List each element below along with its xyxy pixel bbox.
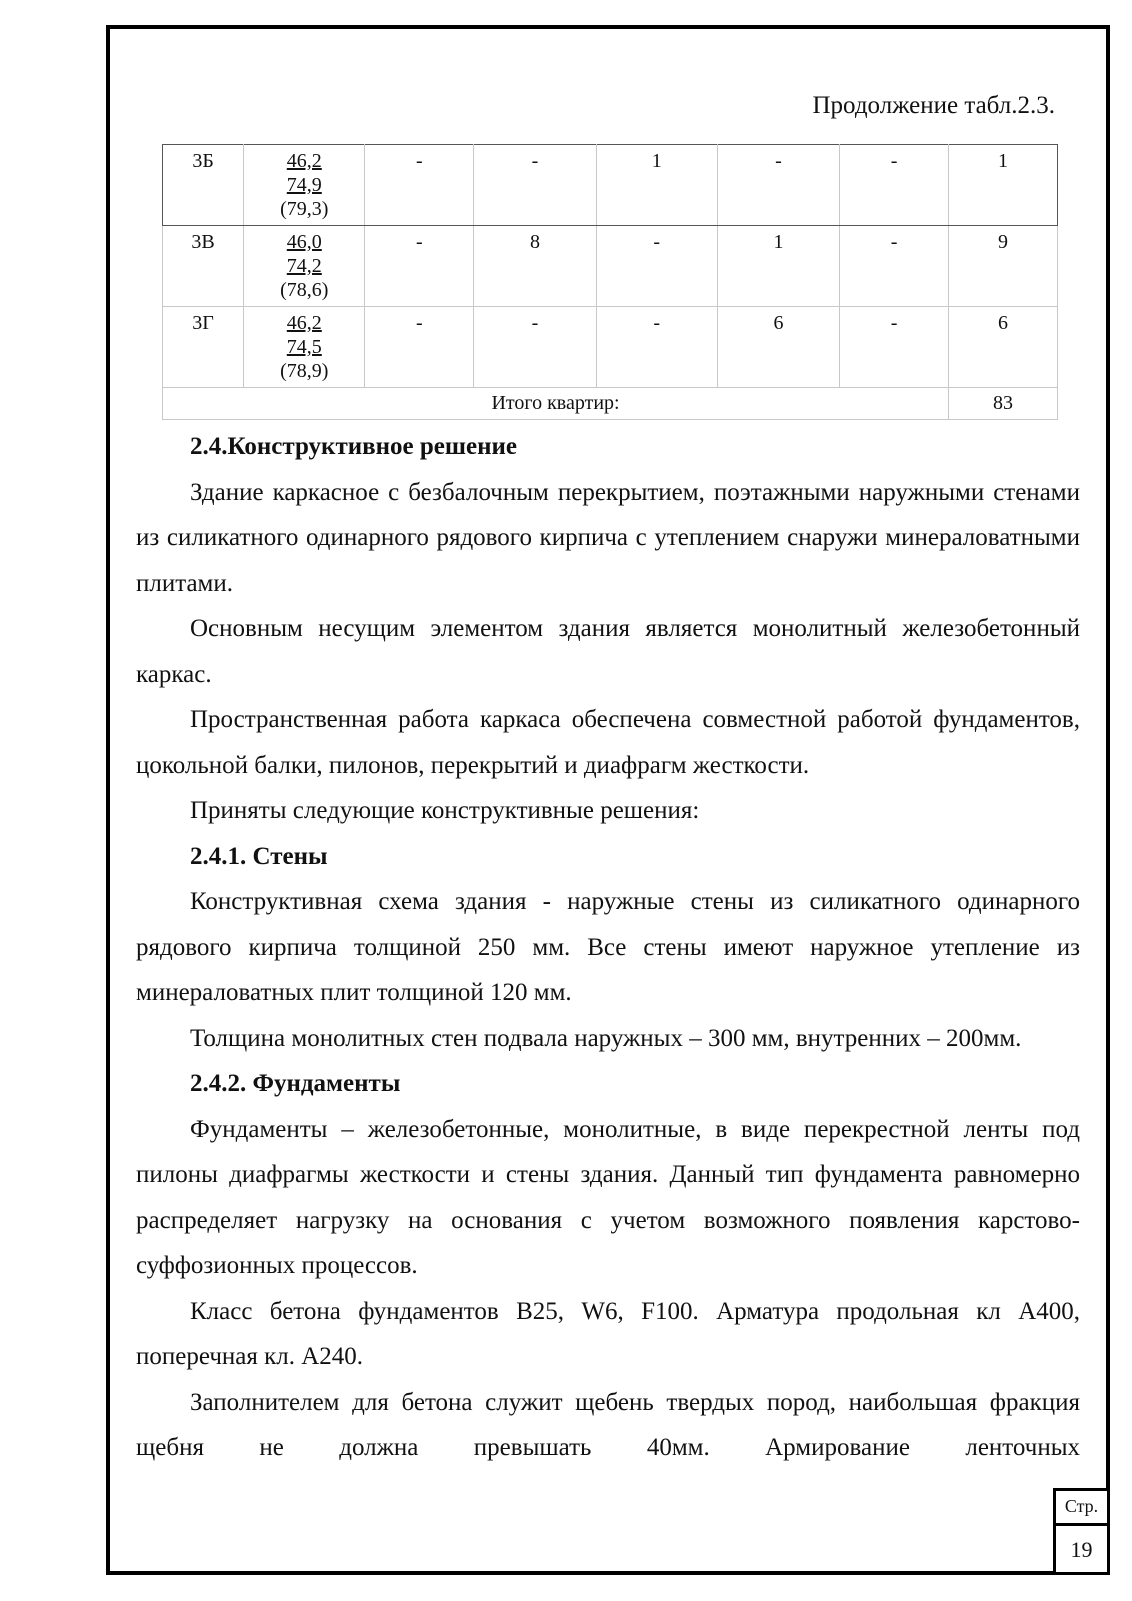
cell-count: 8 [474, 226, 596, 307]
cell-count: - [365, 307, 474, 388]
table-row [163, 145, 1058, 226]
page-number-stamp [1053, 1488, 1110, 1575]
paragraph: Толщина монолитных стен подвала наружных – 300 мм, внутренних – 200мм. [190, 1024, 1022, 1052]
cell-count: - [474, 145, 596, 226]
cell-type: 3В [163, 226, 244, 307]
cell-area: 46,2 74,9 (79,3) [244, 145, 365, 226]
cell-count: - [365, 145, 474, 226]
paragraph: Основным несущим элементом здания является монолитный железобетонный каркас. [136, 615, 1080, 688]
apartments-table [162, 144, 1058, 420]
document-body [136, 424, 1080, 1471]
table-total-row [163, 388, 1058, 420]
cell-count: - [840, 226, 949, 307]
subsection-heading-walls: 2.4.1. Стены [190, 842, 328, 870]
table-row [163, 307, 1058, 388]
cell-count: - [717, 145, 839, 226]
cell-count: - [840, 145, 949, 226]
paragraph: Конструктивная схема здания - наружные стены из силикатного одинарного рядового кирпича толщиной 250 мм. Все стены имеют наружное утепление из минераловатных плит толщиной 120 мм. [136, 888, 1080, 1006]
section-heading: 2.4.Конструктивное решение [190, 433, 517, 460]
table-row [163, 226, 1058, 307]
paragraph: Пространственная работа каркаса обеспечена совместной работой фундаментов, цокольной балки, пилонов, перекрытий и диафрагм жесткости. [136, 706, 1080, 779]
paragraph: Заполнителем для бетона служит щебень твердых пород, наибольшая фракция щебня не должна превышать 40мм. Армирование ленточных [136, 1388, 1080, 1461]
cell-area: 46,0 74,2 (78,6) [244, 226, 365, 307]
table-caption: Продолжение табл.2.3. [812, 92, 1055, 119]
cell-total: 1 [949, 145, 1058, 226]
total-label: Итого квартир: [163, 388, 949, 420]
paragraph: Фундаменты – железобетонные, монолитные, в виде перекрестной ленты под пилоны диафрагмы жесткости и стены здания. Данный тип фундамента равномерно распределяет нагрузку на основания с учетом возможного появления карстово-суффозионных процессов. [136, 1115, 1080, 1279]
cell-type: 3Г [163, 307, 244, 388]
total-value: 83 [949, 388, 1058, 420]
page-label: Стр. [1056, 1491, 1107, 1526]
cell-area: 46,2 74,5 (78,9) [244, 307, 365, 388]
cell-type: 3Б [163, 145, 244, 226]
cell-total: 9 [949, 226, 1058, 307]
cell-total: 6 [949, 307, 1058, 388]
cell-count: - [474, 307, 596, 388]
paragraph: Класс бетона фундаментов В25, W6, F100. Арматура продольная кл А400, поперечная кл. А240. [136, 1297, 1080, 1370]
subsection-heading-foundations: 2.4.2. Фундаменты [190, 1070, 401, 1097]
page-number: 19 [1070, 1537, 1093, 1562]
cell-count: - [840, 307, 949, 388]
cell-count: 6 [717, 307, 839, 388]
cell-count: - [596, 226, 717, 307]
cell-count: - [596, 307, 717, 388]
cell-count: 1 [717, 226, 839, 307]
cell-count: - [365, 226, 474, 307]
paragraph: Здание каркасное с безбалочным перекрытием, поэтажными наружными стенами из силикатного одинарного рядового кирпича с утеплением снаружи минераловатными плитами. [136, 478, 1080, 597]
paragraph: Приняты следующие конструктивные решения: [190, 797, 700, 824]
cell-count: 1 [596, 145, 717, 226]
